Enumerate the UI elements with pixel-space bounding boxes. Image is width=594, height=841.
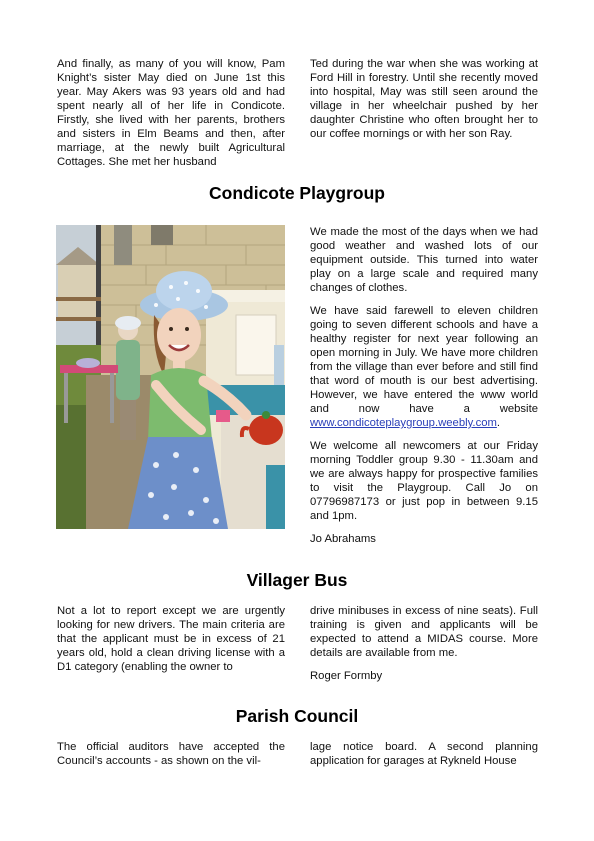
playgroup-para-2-end: . xyxy=(496,417,501,429)
playgroup-heading: Condicote Playgroup xyxy=(209,183,385,203)
bus-left-column xyxy=(57,604,285,674)
playgroup-website-link[interactable]: www.condicoteplaygroup.weebly.com xyxy=(310,417,497,429)
bus-heading: Villager Bus xyxy=(246,570,348,590)
council-left-column xyxy=(57,740,285,768)
playgroup-para-1: We made the most of the days when we had good weather and washed lots of our equipment outside. This turned into water play on a large scale and required many changes of clothes. xyxy=(310,226,538,294)
council-left-text: The official auditors have accepted the Council’s accounts - as shown on the vil- xyxy=(57,741,285,767)
council-right-text: lage notice board. A second planning application for garages at Rykneld House xyxy=(310,741,538,767)
intro-left-text: And finally, as many of you will know, Pam Knight’s sister May died on June 1st this year. May Akers was 93 years old and had spent nearly all of her life in Condicote. Firstly, she lived with her parents, brothers and sisters in Elm Beams and then, after marriage, at the newly built Agricultural Cottages. She met her husband xyxy=(57,58,285,168)
intro-right-text: Ted during the war when she was working at Ford Hill in forestry. Until she recently moved into hospital, May was still seen around the village in her wheelchair pushed by her daughter Christine who often brought her to our coffee mornings or with her son Ray. xyxy=(310,58,538,140)
bus-signature: Roger Formby xyxy=(310,670,383,682)
bus-right-column xyxy=(310,604,538,683)
council-heading: Parish Council xyxy=(235,706,359,726)
playgroup-column xyxy=(310,225,538,546)
playgroup-signature: Jo Abrahams xyxy=(310,533,376,545)
playgroup-para-2 xyxy=(310,304,538,430)
bus-right-text: drive minibuses in excess of nine seats). Full training is given and applicants will be expected to attend a MIDAS course. More details are available from me. xyxy=(310,605,538,659)
playgroup-para-2-text: We have said farewell to eleven children going to seven different schools and have a healthy register for next year following an open morning in July. We have more children from the village than ever before and still find that word of mouth is our best advertising. However, we have entered the www world and now have a website xyxy=(310,305,538,415)
child-playing-image xyxy=(56,225,285,529)
intro-right-column xyxy=(310,57,538,141)
playgroup-photo xyxy=(56,225,285,529)
playgroup-para-3: We welcome all newcomers at our Friday morning Toddler group 9.30 - 11.30am and we are always happy for prospective families to visit the Playgroup. Call Jo on 07796987173 or just pop in between 9.15 and 1pm. xyxy=(310,440,538,522)
council-right-column xyxy=(310,740,538,768)
bus-left-text: Not a lot to report except we are urgently looking for new drivers. The main criteria are that the applicant must be in excess of 21 years old, hold a clean driving license with a D1 category (enabling the owner to xyxy=(57,605,285,673)
intro-left-column xyxy=(57,57,285,169)
